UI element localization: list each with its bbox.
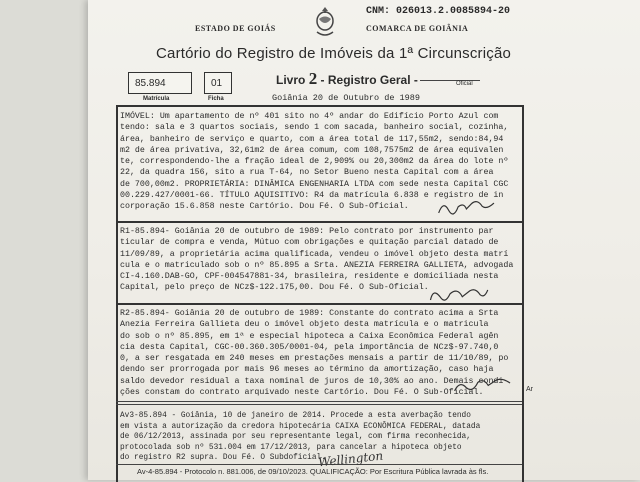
matricula-value: 85.894 [135, 77, 166, 89]
ficha-label: Ficha [208, 96, 224, 102]
footer-note: Av-4-85.894 - Protocolo n. 881.006, de 09/10/2023. QUALIFICAÇÃO: Por Escritura Pública lavrada às fls. [137, 467, 489, 476]
cnm-code: CNM: 026013.2.0085894-20 [366, 6, 511, 17]
text-line: IMÓVEL: Um apartamento de nº 401 sito no 4º andar do Edifício Porto Azul com [120, 112, 499, 121]
section-divider [116, 221, 522, 223]
text-line: do registro R2 supra. Dou Fé. O Subdoficial. [120, 454, 326, 463]
text-line: 22, da quadra 156, sito a rua T-64, no Setor Bueno nesta Capital com a área [120, 168, 494, 178]
ficha-value: 01 [211, 77, 223, 89]
oficial-label: Oficial [456, 81, 473, 87]
text-line: R1-85.894- Goiânia 20 de outubro de 1989: Pelo contrato por instrumento par [120, 227, 494, 236]
matricula-box [128, 72, 192, 94]
coat-of-arms-icon [313, 5, 337, 39]
section-divider [116, 401, 522, 402]
text-line: em vista a autorização da credora hipotecária CAIXA ECONÔMICA FEDERAL, datada [120, 422, 481, 431]
text-line: corporação 15.6.858 neste Cartório. Dou Fé. O Sub-Oficial. [120, 202, 409, 211]
livro-suffix: - Registro Geral - [320, 73, 418, 87]
text-line: 00.229.427/0001-66. TÍTULO AQUISITIVO: R4 da matrícula 6.838 e registro de in [120, 190, 504, 200]
text-line: te, correspondendo-lhe a fração ideal de 2,909% ou 20,300m2 da área do lote nº [120, 157, 509, 166]
text-line: de 700,00m2. PROPRIETÁRIA: DINÂMICA ENGENHARIA LTDA com sede nesta Capital CGC [120, 179, 509, 189]
text-line: Anezia Ferreira Gallieta deu o imóvel objeto desta matrícula e o matricula [120, 320, 489, 330]
text-line: R2-85.894- Goiânia 20 de outubro de 1989: Constante do contrato acima a Srta [120, 309, 499, 318]
livro-title [276, 69, 418, 89]
text-line: 11/09/89, a proprietária acima qualificada, vendeu o imóvel objeto desta matrí [120, 249, 509, 259]
handwritten-signature: Wellington [317, 448, 384, 470]
registration-date: Goiânia 20 de Outubro de 1989 [272, 93, 420, 103]
state-name: ESTADO DE GOIÁS [195, 24, 276, 33]
side-mark: Ar [526, 386, 533, 393]
text-line: Av3-85.894 - Goiânia, 10 de janeiro de 2014. Procede a esta averbação tendo [120, 412, 471, 420]
text-line: dendo ser prorrogada por mais 96 meses ao término da amortização, caso haja [120, 365, 494, 375]
text-line: cia desta Capital, CGC-00.360.305/0001-04, pela importância de NCz$-97.740,0 [120, 342, 499, 352]
text-line: tendo: sala e 3 quartos sociais, sendo 1 com sacada, banheiro social, cozinha, [120, 123, 509, 133]
section-divider [116, 404, 522, 405]
text-line: CI-4.160.DAB-GO, CPF-004547881-34, brasileira, residente e domiciliada nesta [120, 272, 499, 281]
text-line: ticular de compra e venda, Mútuo com obrigações e quitação parcial datado de [120, 238, 499, 248]
livro-prefix: Livro [276, 73, 306, 87]
text-line: protocolada sob nº 531.004 em 17/12/2013, para cancelar a hipoteca objeto [120, 443, 462, 452]
text-line: cula e o matriculado sob o nº 85.895 a Srta. ANEZIA FERREIRA GALLIETA, advogada [120, 260, 514, 270]
livro-number: 2 [308, 69, 318, 88]
text-line: área, banheiro de serviço e quarto, com a área total de 117,55m2, sendo:84,94 [120, 134, 504, 144]
text-line: m2 de área privativa, 32,61m2 de área comum, com 108,7575m2 de área equivalen [120, 145, 504, 155]
matricula-label: Matrícula [143, 96, 170, 102]
page-title: Cartório do Registro de Imóveis da 1ª Circunscrição [156, 45, 512, 62]
text-line: ções constam do contrato arquivado neste Cartório. Dou Fé. O Sub-Oficial. [120, 387, 484, 397]
text-line: de 06/12/2013, assinada por seu representante legal, com firma reconhecida, [120, 433, 471, 442]
ficha-box [204, 72, 232, 94]
text-line: 0, a ser resgatada em 240 meses em prestações mensais a partir de 11/10/89, po [120, 354, 509, 363]
comarca-name: COMARCA DE GOIÂNIA [366, 24, 469, 33]
text-line: Capital, pelo preço de NCz$-122.175,00. Dou Fé. O Sub-Oficial. [120, 283, 429, 293]
text-line: saldo devedor residual a taxa nominal de juros de 10,30% ao ano. Demais condi [120, 376, 504, 386]
text-line: do sob o nº 85.895, em 1ª e especial hipoteca a Caixa Econômica Federal agên [120, 331, 499, 341]
